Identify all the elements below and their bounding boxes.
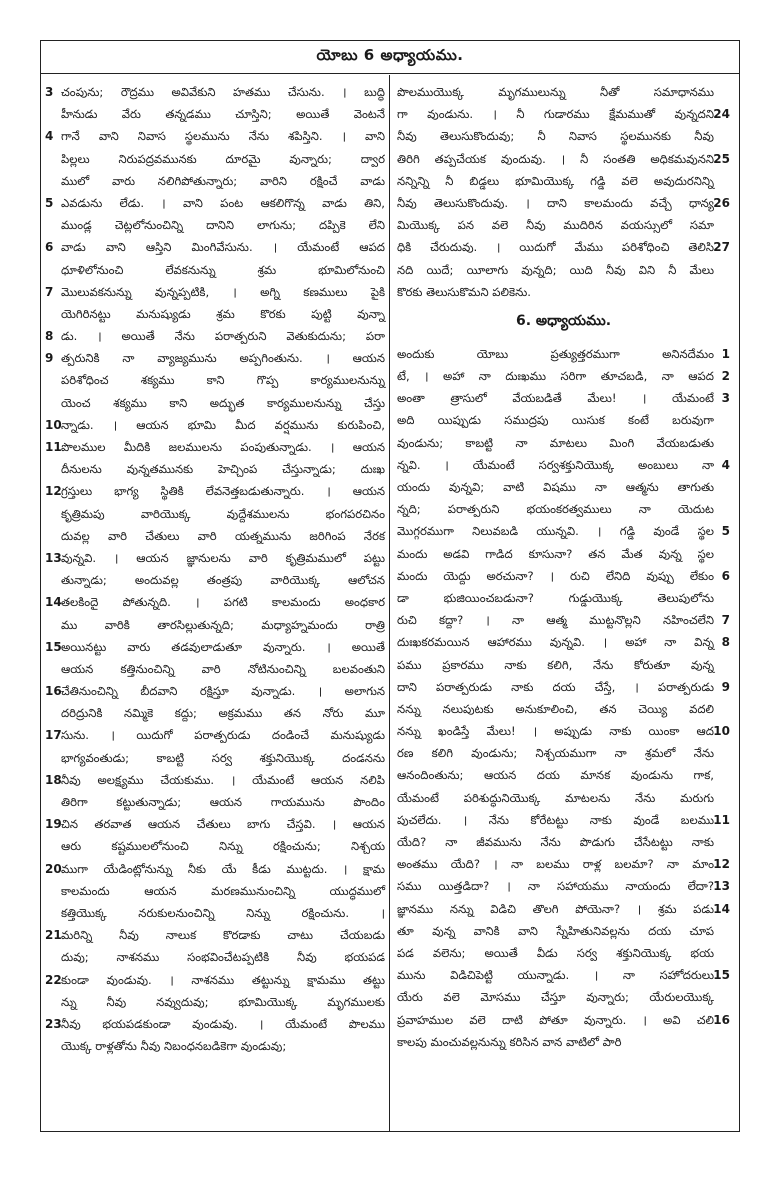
line-text: కత్తియొక్క నరుకులనుంచిన్ని నిన్ను రక్షించును. । bbox=[61, 905, 385, 920]
text-line bbox=[51, 303, 385, 325]
text-line bbox=[51, 880, 385, 902]
text-line bbox=[397, 609, 730, 631]
line-text: యేరు వలె మోసము చేస్తూ వున్నారు; యేరులయొక్క bbox=[397, 990, 714, 1005]
line-text: కొరకు తెలుసుకొమని పలికెను. bbox=[397, 284, 531, 299]
text-line bbox=[45, 813, 385, 835]
line-text: న్నవి. । యేమంటే సర్వశక్తునియొక్క అంబులు నా bbox=[397, 457, 714, 472]
verse-number: 3 bbox=[45, 85, 54, 99]
text-line bbox=[397, 409, 730, 431]
text-line bbox=[45, 924, 385, 946]
text-line bbox=[397, 676, 730, 698]
line-text: తున్నాడు; అందువల్ల తంత్రపు వారియొక్క ఆలోచన bbox=[61, 573, 385, 588]
line-text: దాని పరాత్పరుడు నాకు దయ చేస్తే, । పరాత్పరుడు bbox=[397, 679, 714, 694]
text-line bbox=[51, 614, 385, 636]
text-line bbox=[397, 387, 730, 409]
line-text: నన్ను ఖండిస్తే మేలు! । అప్పుడు నాకు యింకా ఆద bbox=[397, 724, 714, 739]
text-line bbox=[51, 170, 385, 192]
text-line bbox=[397, 898, 730, 920]
line-text: తిరిగా కట్టుతున్నాడు; ఆయన గాయమును పొందిం bbox=[61, 795, 385, 809]
text-line bbox=[45, 125, 385, 147]
text-line bbox=[51, 791, 385, 813]
text-line bbox=[397, 365, 730, 387]
line-text: పడ వలెను; అయితే వీడు సర్వ శక్తునియొక్క భయ bbox=[397, 945, 714, 960]
text-line bbox=[397, 742, 730, 764]
text-line bbox=[397, 343, 730, 365]
line-text: చంపును; రౌద్రము అవివేకుని హతము చేసును. । బుద్ధి bbox=[61, 85, 385, 99]
line-text: నన్ను నలుపుటకు అనుకూలించి, తన చెయ్యి వదలి bbox=[397, 701, 714, 716]
line-text: దుఃఖకరమయిన ఆహారము వున్నవి. । అహా నా విన్న bbox=[397, 635, 714, 650]
text-line bbox=[45, 858, 385, 880]
text-line bbox=[51, 214, 385, 236]
verse-number: 3 bbox=[721, 391, 730, 406]
text-line bbox=[51, 1035, 385, 1057]
verse-number: 10 bbox=[713, 724, 730, 739]
text-line bbox=[397, 1009, 730, 1031]
line-text: న్ను నీవు నవ్వుదువు; భూమియొక్క మృగములకు bbox=[61, 994, 385, 1009]
text-line bbox=[397, 587, 730, 609]
line-text: టే, । అహా నా దుఃఖము సరిగా తూచబడి, నా ఆపద bbox=[397, 369, 714, 384]
line-text: త్పరునికి నా వ్యాజ్యమును అప్పగింతును. । ఆయన bbox=[61, 351, 385, 366]
page-frame bbox=[40, 40, 740, 1132]
line-text: వాడు వాని ఆస్తిని మింగివేసును. । యేమంటే ఆపద bbox=[61, 240, 385, 255]
text-line bbox=[397, 236, 730, 258]
text-line bbox=[51, 658, 385, 680]
line-text: యొక్క రాళ్లతోను నీవు నిబంధనబడికెగా వుండువు; bbox=[61, 1039, 287, 1054]
verse-number: 12 bbox=[45, 484, 62, 499]
text-line bbox=[397, 432, 730, 454]
line-text: రణ కలిగి వుండును; నిశ్చయముగా నా శ్రమలో నేను bbox=[397, 746, 714, 761]
line-text: ములో వారు నలిగిపోతున్నారు; వారిని రక్షించే వాడు bbox=[61, 173, 385, 188]
line-text: నీవు భయపడకుండా వుండువు. । యేమంటే పొలము bbox=[61, 1016, 385, 1031]
text-line bbox=[51, 702, 385, 724]
text-line bbox=[51, 991, 385, 1013]
text-line bbox=[397, 259, 730, 281]
text-line bbox=[45, 436, 385, 458]
verse-number: 2 bbox=[721, 369, 730, 384]
text-line bbox=[51, 392, 385, 414]
text-line bbox=[51, 569, 385, 591]
line-text: కృత్రిమపు వారియొక్క వుద్దేశములను భంగపరచినం bbox=[61, 506, 385, 521]
line-text: అంతము యేది? । నా బలము రాళ్ల బలమా? నా మాం bbox=[397, 857, 714, 872]
line-text: దరిద్రునికి నమ్మికె కద్దు; అక్రమము తన నోరు మూ bbox=[61, 706, 385, 721]
text-line bbox=[397, 809, 730, 831]
verse-number: 19 bbox=[45, 817, 62, 832]
line-text: ముండ్ల చెట్లలోనుంచిన్ని దానిని లాగును; దప్పికె లేని bbox=[61, 218, 385, 233]
verse-number: 14 bbox=[45, 595, 62, 610]
line-text: మందు అడవి గాడిద కూసునా? తన మేత వున్న స్థల bbox=[397, 546, 714, 561]
line-text: యేమంటే పరిశుద్ధునియొక్క మాటలను నేను మరుగు bbox=[397, 790, 714, 805]
line-text: డు. । అయితే నేను పరాత్పరుని వెతుకుదును; పరా bbox=[61, 329, 385, 344]
line-text: పరిశోధించ శక్యము కాని గొప్ప కార్యములనున్ను bbox=[61, 373, 385, 388]
text-line bbox=[397, 631, 730, 653]
text-line bbox=[397, 543, 730, 565]
line-text: మొలువకనున్ను వున్నప్పటికి, । అగ్ని కణములు పైకి bbox=[61, 284, 385, 299]
verse-number: 27 bbox=[713, 240, 730, 255]
line-text: నీవు తెలుసుకొందువు. । దాని కాలమందు వచ్చే ధాన్య bbox=[397, 195, 714, 210]
verse-number: 15 bbox=[45, 639, 62, 654]
line-text: పుచలేదు. । నేను కోరేటట్టు నాకు వుండే బలము bbox=[397, 812, 714, 827]
text-line bbox=[45, 680, 385, 702]
text-line bbox=[397, 920, 730, 942]
text-line bbox=[397, 281, 730, 303]
text-line bbox=[397, 565, 730, 587]
line-text: గ్రస్తులు భాగ్య స్థితికి లేవనెత్తబడుతున్నారు. । ఆయన bbox=[61, 484, 385, 499]
line-text: కాలపు మంచువల్లనున్ను కరిసిన వాన వాటిలో పారి bbox=[397, 1034, 622, 1049]
verse-number: 13 bbox=[713, 879, 730, 894]
verse-number: 5 bbox=[45, 195, 54, 210]
line-text: న్నాడు. । ఆయన భూమి మీద వర్షమును కురుపించి, bbox=[61, 417, 385, 432]
line-text: దువు; నాశనము సంభవించేటప్పటికి నీవు భయపడ bbox=[61, 950, 385, 965]
text-line bbox=[51, 747, 385, 769]
text-line bbox=[45, 236, 385, 258]
line-text: నీవు తెలుసుకొందువు; నీ నివాస స్థలమునకు నీవు bbox=[397, 129, 714, 144]
line-text: తూ వున్న వానికి వాని స్నేహితునివల్లను దయ చూప bbox=[397, 923, 714, 938]
line-text: యేది? నా జీవమును నేను పొడుగు చేసేటట్టు నాకు bbox=[397, 835, 714, 849]
line-text: ప్రవాహముల వలె దాటి పోతూ వున్నారు. । అవి చలి bbox=[397, 1012, 714, 1027]
verse-number: 7 bbox=[45, 284, 54, 299]
line-text: ఆనందింతును; ఆయన దయ మానక వుండును గాక, bbox=[397, 768, 714, 783]
line-text: గా వుండును. । నీ గుడారము క్షేమముతో వున్నదని bbox=[397, 107, 714, 122]
line-text: పము ప్రకారము నాకు కలిగి, నేను కోరుతూ వున్న bbox=[397, 657, 714, 672]
line-text: ధికి చేరుదువు. । యిదుగో మేము పరిశోధించి తెలిసి bbox=[397, 240, 714, 255]
line-text: దువల్ల వారి చేతులు వారి యత్నమును జరిగింప నేరక bbox=[61, 528, 385, 543]
text-line bbox=[45, 192, 385, 214]
text-line bbox=[397, 81, 730, 103]
verse-number: 14 bbox=[713, 901, 730, 916]
verse-number: 5 bbox=[721, 524, 730, 539]
text-line bbox=[397, 148, 730, 170]
verse-number: 8 bbox=[721, 635, 730, 650]
verse-number: 6 bbox=[45, 240, 54, 255]
right-column bbox=[391, 75, 740, 1131]
text-line bbox=[397, 103, 730, 125]
line-text: నీవు అలక్ష్యము చేయకుము. । యేమంటే ఆయన నలిపి bbox=[61, 772, 385, 787]
line-text: చిన తరవాత ఆయన చేతులు బాగు చేస్తవి. । ఆయన bbox=[61, 817, 385, 832]
line-text: ముగా యేడింట్లోనున్ను నీకు యే కీడు ముట్టదు. । క్షామ bbox=[61, 861, 385, 876]
verse-number: 18 bbox=[45, 772, 62, 787]
text-line bbox=[397, 520, 730, 542]
line-text: నన్నిన్ని నీ బిడ్డలు భూమియొక్క గడ్డి వలె అవుదురనిన్ని bbox=[397, 173, 714, 188]
text-line bbox=[397, 942, 730, 964]
text-line bbox=[45, 1013, 385, 1035]
line-text: తలకిందై పోతున్నది. । పగటి కాలమందు అంధకార bbox=[61, 595, 385, 610]
text-line bbox=[45, 414, 385, 436]
text-line bbox=[397, 192, 730, 214]
text-line bbox=[45, 480, 385, 502]
verse-number: 4 bbox=[721, 457, 730, 472]
right-column-bottom bbox=[397, 343, 730, 1053]
line-text: అది యిప్పుడు సముద్రపు యిసుక కంటే బరువుగా bbox=[397, 413, 714, 428]
verse-number: 10 bbox=[45, 417, 62, 432]
line-text: కుండా వుండువు. । నాశనము తట్టున్ను క్షామము తట్టు bbox=[61, 972, 385, 987]
verse-number: 8 bbox=[45, 329, 54, 344]
text-line bbox=[397, 853, 730, 875]
text-line bbox=[397, 764, 730, 786]
text-line bbox=[397, 654, 730, 676]
text-line bbox=[397, 214, 730, 236]
verse-number: 22 bbox=[45, 972, 62, 987]
chapter-heading: 6. అధ్యాయము. bbox=[515, 313, 612, 330]
right-column-top bbox=[397, 81, 730, 303]
text-line bbox=[45, 724, 385, 746]
line-text: ఎవడును లేడు. । వాని పంట ఆకలిగొన్న వాడు తిని, bbox=[61, 195, 385, 210]
text-line bbox=[397, 1031, 730, 1053]
verse-number: 26 bbox=[713, 195, 730, 210]
line-text: కాలమందు ఆయన మరణమునుంచిన్ని యుద్ధములో bbox=[61, 883, 385, 898]
line-text: సము యిత్తడిదా? । నా సహాయము నాయందు లేదా? bbox=[397, 879, 714, 894]
line-text: నది యిదే; యీలాగు వున్నది; యిది నీవు విని నీ మేలు bbox=[397, 262, 714, 277]
line-text: తిరిగి తప్పచేయక వుందువు. । నీ సంతతి అధికమవునని bbox=[397, 151, 714, 166]
text-line bbox=[51, 148, 385, 170]
text-line bbox=[397, 986, 730, 1008]
line-text: భాగ్యవంతుడు; కాబట్టి సర్వ శక్తునియొక్క దండనను bbox=[61, 750, 385, 765]
text-line bbox=[397, 831, 730, 853]
text-line bbox=[45, 347, 385, 369]
line-text: ఆరు కష్టములలోనుంచి నిన్ను రక్షించును; నిశ్చయ bbox=[61, 839, 385, 854]
running-title: యోబు 6 అధ్యాయము. bbox=[316, 46, 464, 64]
line-text: హీనుడు వేరు తన్నడము చూస్తిని; అయితే వెంటనే bbox=[61, 107, 385, 122]
verse-number: 16 bbox=[713, 1012, 730, 1027]
line-text: వున్నవి. । ఆయన జ్ఞానులను వారి కృత్రిమములో పట్టు bbox=[61, 550, 385, 565]
line-text: అంతా త్రాసులో వేయబడితే మేలు! । యేమంటే bbox=[397, 391, 714, 406]
verse-number: 17 bbox=[45, 728, 62, 743]
text-line bbox=[51, 369, 385, 391]
text-line bbox=[45, 636, 385, 658]
line-text: యెగిరినట్టు మనుష్యుడు శ్రమ కొరకు పుట్టి వున్నా bbox=[61, 306, 385, 321]
text-line bbox=[51, 946, 385, 968]
line-text: మందు యెద్దు అరచునా? । రుచి లేనిది వుప్పు లేకుం bbox=[397, 568, 714, 583]
text-line bbox=[397, 787, 730, 809]
text-line bbox=[397, 454, 730, 476]
text-line bbox=[45, 325, 385, 347]
line-text: ఆయన కత్తినుంచిన్ని వారి నోటినుంచిన్ని బలవంతుని bbox=[61, 661, 385, 676]
line-text: రుచి కద్దా? । నా ఆత్మ ముట్టనొల్లని నహించలేని bbox=[397, 613, 714, 628]
line-text: పిల్లలు నిరుపద్రవమునకు దూరమై వున్నారు; ద్వార bbox=[61, 151, 385, 166]
line-text: డా భుజియించబడునా? గుడ్డుయొక్క తెలుపులోను bbox=[397, 590, 714, 605]
line-text: గానే వాని నివాస స్థలమును నేను శపిస్తిని. । వాని bbox=[61, 129, 385, 144]
line-text: అయినట్టు వారు తడవులాడుతూ వున్నారు. । అయితే bbox=[61, 639, 385, 654]
line-text: సును. । యిదుగో పరాత్పరుడు దండించే మనుష్యుడు bbox=[61, 728, 385, 743]
text-line bbox=[397, 720, 730, 742]
text-line bbox=[51, 835, 385, 857]
verse-number: 12 bbox=[713, 857, 730, 872]
line-text: దీనులను వున్నతమునకు హెచ్చింప చేస్తున్నాడు; దుఃఖ bbox=[61, 462, 385, 477]
line-text: మొగ్గరముగా నిలువబడి యున్నవి. । గడ్డి వుండే స్థల bbox=[397, 524, 714, 539]
text-line bbox=[51, 503, 385, 525]
text-line bbox=[397, 125, 730, 147]
text-line bbox=[45, 81, 385, 103]
verse-number: 21 bbox=[45, 928, 62, 943]
verse-number: 11 bbox=[45, 440, 62, 454]
text-line bbox=[397, 964, 730, 986]
text-line bbox=[51, 259, 385, 281]
verse-number: 1 bbox=[721, 346, 730, 361]
text-line bbox=[51, 103, 385, 125]
line-text: ము వారికి తారసిల్లుతున్నది; మధ్యాహ్నమందు రాత్రి bbox=[61, 617, 385, 632]
verse-number: 25 bbox=[713, 151, 730, 166]
text-line bbox=[45, 547, 385, 569]
text-line bbox=[397, 498, 730, 520]
verse-number: 13 bbox=[45, 550, 62, 565]
left-column bbox=[41, 75, 390, 1131]
text-line bbox=[397, 476, 730, 498]
verse-number: 23 bbox=[45, 1016, 62, 1031]
line-text: చేతినుంచిన్ని బీదవాని రక్షిస్తూ వున్నాడు. । అలాగున bbox=[61, 684, 385, 699]
line-text: న్నది; పరాత్పరుని భయంకరత్వములు నా యెదుట bbox=[397, 502, 714, 517]
verse-number: 16 bbox=[45, 684, 62, 699]
text-line bbox=[45, 281, 385, 303]
line-text: పొలముల మీదికి జలములను పంపుతున్నాడు. । ఆయన bbox=[61, 440, 385, 454]
line-text: జ్ఞానము నన్ను విడిచి తొలగి పోయెనా? । శ్రమ పడు bbox=[397, 901, 714, 916]
line-text: మియొక్క పన వలె నీవు ముదిరిన వయస్సులో సమా bbox=[397, 218, 714, 233]
verse-number: 15 bbox=[713, 968, 730, 983]
line-text: యందు వున్నవి; వాటి విషము నా ఆత్మను తాగుతు bbox=[397, 480, 714, 494]
text-line bbox=[397, 875, 730, 897]
verse-number: 20 bbox=[45, 861, 62, 876]
verse-number: 7 bbox=[721, 613, 730, 628]
text-line bbox=[45, 591, 385, 613]
line-text: యెంచ శక్యము కాని అద్భుత కార్యములనున్ను చేస్తు bbox=[61, 395, 385, 410]
verse-number: 6 bbox=[721, 568, 730, 583]
line-text: ధూళిలోనుంచి లేవకనున్ను శ్రమ భూమిలోనుంచి bbox=[61, 262, 385, 277]
line-text: మరిన్ని నీవు నాలుక కొరడాకు చాటు చేయబడు bbox=[61, 928, 385, 943]
text-line bbox=[51, 902, 385, 924]
verse-number: 9 bbox=[721, 679, 730, 694]
text-line bbox=[397, 170, 730, 192]
text-line bbox=[397, 698, 730, 720]
line-text: పొలముయొక్క మృగములున్ను నీతో సమాధానము bbox=[397, 85, 714, 99]
verse-number: 4 bbox=[45, 129, 54, 144]
text-line bbox=[51, 525, 385, 547]
line-text: మును విడిచిపెట్టి యున్నాడు. । నా సహోదరులు bbox=[397, 968, 714, 983]
verse-number: 9 bbox=[45, 351, 54, 366]
text-line bbox=[45, 969, 385, 991]
verse-number: 24 bbox=[713, 107, 730, 122]
line-text: అందుకు యోబు ప్రత్యుత్తరముగా అనినదేమం bbox=[397, 346, 714, 361]
line-text: వుండును; కాబట్టి నా మాటలు మింగి వేయబడుతు bbox=[397, 435, 714, 450]
text-line bbox=[51, 458, 385, 480]
text-line bbox=[45, 769, 385, 791]
page-header bbox=[41, 41, 739, 74]
verse-number: 11 bbox=[713, 812, 730, 827]
